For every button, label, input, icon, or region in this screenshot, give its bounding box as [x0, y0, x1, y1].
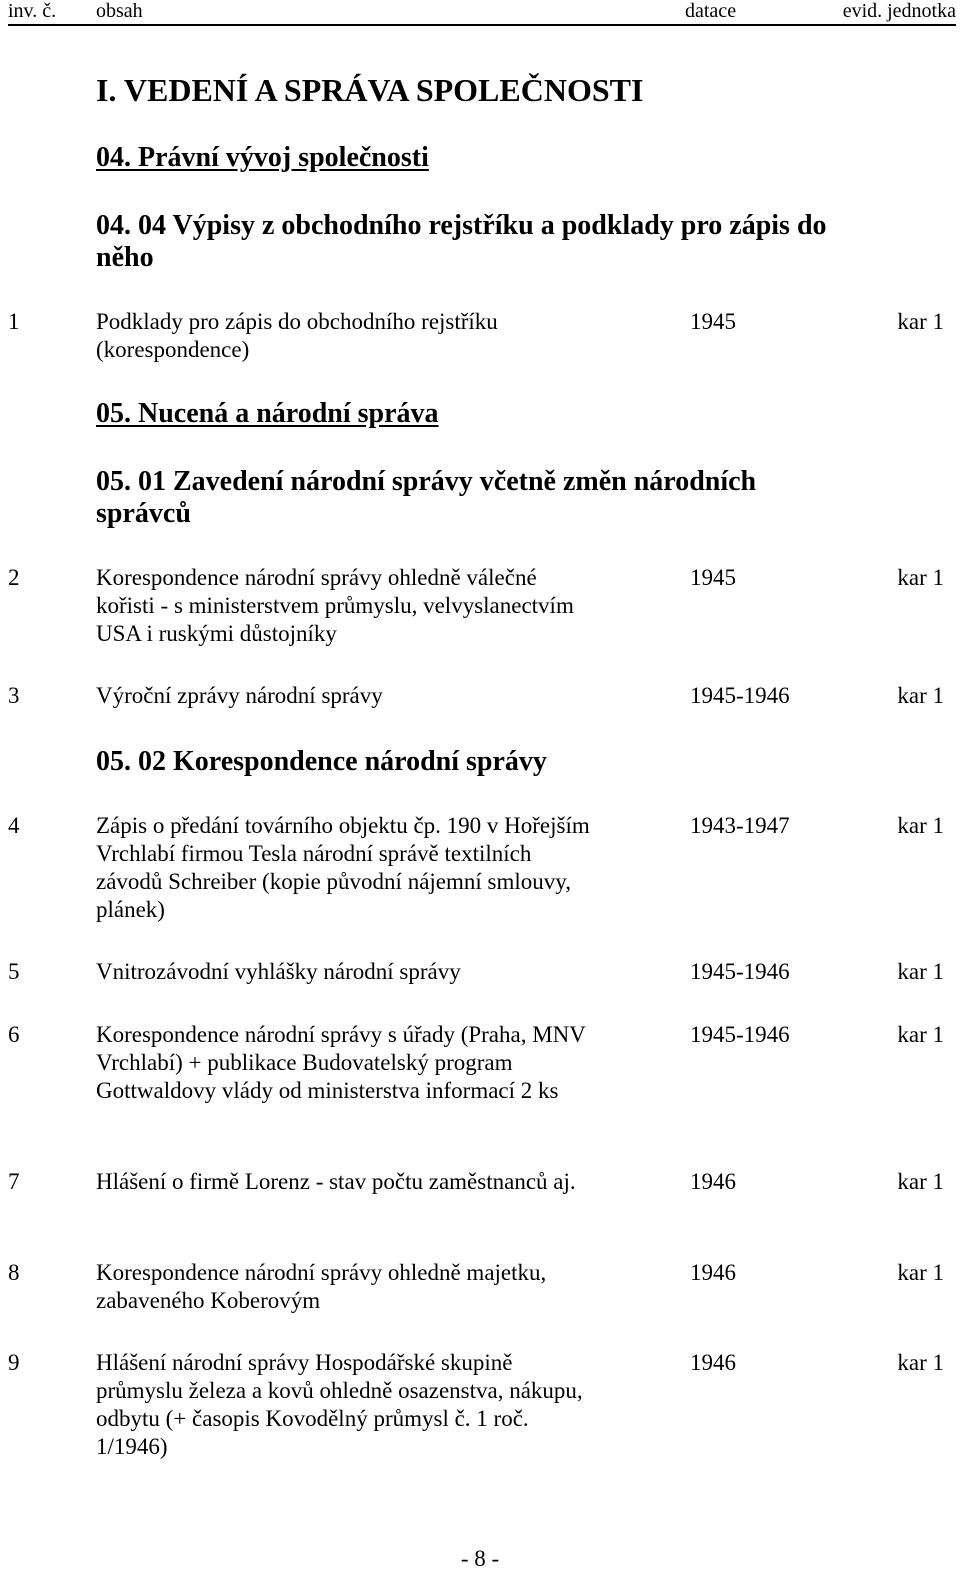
item-number: 9: [8, 1350, 20, 1375]
item-number: 8: [8, 1260, 20, 1285]
item-unit: kar 1: [897, 565, 944, 590]
item-date: 1946: [690, 1260, 736, 1285]
subsection-05-01: 05. 01 Zavedení národní správy včetně změn národních správců: [96, 466, 757, 529]
main-title: I. VEDENÍ A SPRÁVA SPOLEČNOSTI: [96, 72, 644, 108]
header-content: obsah: [96, 0, 143, 22]
item-number: 3: [8, 683, 20, 708]
page-number: - 8 -: [460, 1546, 500, 1571]
item-number: 6: [8, 1022, 20, 1047]
item-description: Zápis o předání továrního objektu čp. 190 v Hořejším Vrchlabí firmou Tesla národní správě textilních závodů Schreiber (kopie původní nájemní smlouvy, plánek): [96, 813, 590, 922]
item-description: Korespondence národní správy ohledně válečné kořisti - s ministerstvem průmyslu, velvyslanectvím USA i ruskými důstojníky: [96, 565, 574, 646]
item-date: 1945-1946: [690, 683, 790, 708]
item-number: 1: [8, 309, 20, 334]
section-04: 04. Právní vývoj společnosti: [96, 142, 429, 173]
item-unit: kar 1: [897, 683, 944, 708]
item-unit: kar 1: [897, 1260, 944, 1285]
subsection-05-02: 05. 02 Korespondence národní správy: [96, 746, 547, 777]
item-description: Vnitrozávodní vyhlášky národní správy: [96, 959, 461, 984]
item-date: 1945: [690, 565, 736, 590]
item-number: 7: [8, 1169, 20, 1194]
item-description: Hlášení o firmě Lorenz - stav počtu zaměstnanců aj.: [96, 1169, 576, 1194]
item-unit: kar 1: [897, 813, 944, 838]
item-date: 1946: [690, 1350, 736, 1375]
item-date: 1943-1947: [690, 813, 790, 838]
item-date: 1946: [690, 1169, 736, 1194]
column-header: [8, 0, 956, 26]
section-05: 05. Nucená a národní správa: [96, 398, 439, 429]
item-description: Podklady pro zápis do obchodního rejstříku (korespondence): [96, 309, 498, 362]
item-unit: kar 1: [897, 1169, 944, 1194]
item-description: Korespondence národní správy s úřady (Praha, MNV Vrchlabí) + publikace Budovatelský program Gottwaldovy vlády od ministerstva informací 2 ks: [96, 1022, 586, 1103]
header-inv-number: inv. č.: [8, 0, 57, 22]
item-number: 2: [8, 565, 20, 590]
item-unit: kar 1: [897, 1022, 944, 1047]
subsection-04-04: 04. 04 Výpisy z obchodního rejstříku a podklady pro zápis do něho: [96, 210, 827, 273]
header-unit: evid. jednotka: [842, 0, 956, 22]
header-date: datace: [685, 0, 737, 22]
item-description: Výroční zprávy národní správy: [96, 683, 383, 708]
item-date: 1945-1946: [690, 959, 790, 984]
item-unit: kar 1: [897, 959, 944, 984]
item-unit: kar 1: [897, 309, 944, 334]
item-date: 1945-1946: [690, 1022, 790, 1047]
item-number: 5: [8, 959, 20, 984]
item-description: Hlášení národní správy Hospodářské skupině průmyslu železa a kovů ohledně osazenstva, nákupu, odbytu (+ časopis Kovodělný průmysl č. 1 roč. 1/1946): [96, 1350, 583, 1459]
item-description: Korespondence národní správy ohledně majetku, zabaveného Koberovým: [96, 1260, 547, 1313]
item-unit: kar 1: [897, 1350, 944, 1375]
item-number: 4: [8, 813, 20, 838]
item-date: 1945: [690, 309, 736, 334]
